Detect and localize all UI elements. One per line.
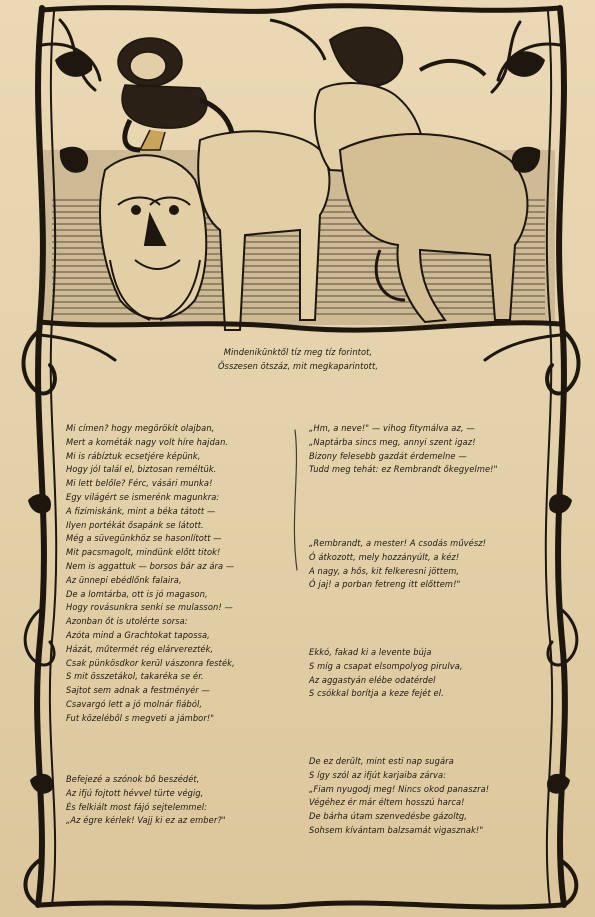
- caption-line: Mindenikünktől tíz meg tíz forintot,: [223, 347, 373, 358]
- verse-line: Ó jaj! a porban fetreng itt előttem!": [309, 579, 461, 591]
- frame-bottom-border: [40, 903, 562, 907]
- frame-top-border: [42, 6, 560, 92]
- verse-line: Tudd meg tehát: ez Rembrandt őkegyelme!": [309, 464, 498, 476]
- verse-line: Az ünnepi ebédlőnk falaira,: [66, 574, 182, 586]
- verse-line: S így szól az ifjút karjaiba zárva:: [309, 769, 447, 781]
- verse-line: Hogy rovásunkra senki se mulasson! —: [66, 602, 233, 614]
- verse-line: „Fiam nyugodj meg! Nincs okod panaszra!: [309, 783, 490, 795]
- caption-line: Összesen ötszáz, mit megkaparintott,: [217, 360, 379, 372]
- verse-line: Hogy jól talál el, biztosan reméltük.: [66, 464, 217, 476]
- verse-line: Sohsem kívántam balzsamát vigasznak!": [309, 824, 484, 836]
- frame-left-border: [24, 8, 57, 905]
- verse-line: S míg a csapat elsompolyog pirulva,: [309, 660, 463, 672]
- verse-line: „Naptárba sincs meg, annyi szent igaz!: [309, 436, 476, 448]
- verse-line: „Az égre kérlek! Vajj ki ez az ember?": [66, 815, 226, 827]
- verse-line: „Hm, a neve!" — vihog fitymálva az, —: [309, 423, 475, 434]
- verse-line: Az aggastyán elébe odatérdel: [309, 674, 436, 686]
- frame-right-border: [546, 8, 579, 905]
- right-column-stanza-2: [309, 537, 486, 592]
- verse-line: Még a süvegünkhöz se hasonlított —: [66, 533, 222, 545]
- verse-line: Csavargó lett a jó molnár fiából,: [66, 698, 203, 710]
- verse-line: Mi címen? hogy megörökít olajban,: [66, 423, 215, 434]
- verse-line: De a lomtárba, ott is jó magason,: [66, 588, 208, 600]
- verse-line: Befejezé a szónok bő beszédét,: [66, 774, 200, 785]
- verse-line: Ó átkozott, mely hozzányúlt, a kéz!: [309, 551, 460, 563]
- left-column-stanza-2: [66, 773, 226, 828]
- right-column-stanza-4: [309, 755, 489, 838]
- verse-line: Sajtot sem adnak a festményér —: [66, 685, 210, 697]
- verse-line: Fut közeléből s megveti a jámbor!": [66, 712, 215, 724]
- verse-line: „Rembrandt, a mester! A csodás művész!: [309, 538, 487, 549]
- verse-line: Végéhez ér már éltem hosszú harca!: [309, 797, 465, 809]
- verse-line: Azonban őt is utolérte sorsa:: [66, 616, 188, 628]
- illustration-caption: [168, 346, 428, 374]
- verse-line: De bárha útam szenvedésbe gázoltg,: [309, 811, 468, 823]
- verse-line: Az ifjú fojtott hévvel türte végig,: [66, 787, 204, 799]
- verse-line: És felkiált most fájó sejtelemmel:: [66, 801, 208, 813]
- verse-line: A fizimiskánk, mint a béka tátott —: [66, 505, 216, 517]
- verse-line: S csókkal borítja a keze fejét el.: [309, 688, 444, 700]
- column-divider: [294, 430, 297, 570]
- verse-line: Azóta mind a Grachtokat tapossa,: [66, 629, 210, 641]
- verse-line: Bizony felesebb gazdát érdemelne —: [309, 450, 467, 462]
- verse-line: Mi is rábíztuk ecsetjére képünk,: [66, 450, 201, 462]
- left-column-stanza-1: [66, 422, 235, 726]
- verse-line: Csak pünkösdkor kerül vászonra festék,: [66, 657, 235, 669]
- verse-line: Mert a kométák nagy volt híre hajdan.: [66, 436, 229, 448]
- verse-line: Ilyen portékát ősapánk se látott.: [66, 519, 204, 531]
- verse-line: A nagy, a hős, kit felkeresni jöttem,: [309, 565, 460, 577]
- verse-line: Házát, műtermét rég elárverezték,: [66, 643, 214, 655]
- right-column-stanza-3: [309, 646, 463, 701]
- verse-line: Egy világért se ismerénk magunkra:: [66, 491, 220, 503]
- verse-line: Mi lett belőle? Férc, vásári munka!: [66, 478, 213, 490]
- verse-line: De ez derült, mint esti nap sugára: [309, 756, 454, 767]
- verse-line: Mit pacsmagolt, mindünk előtt titok!: [66, 547, 221, 559]
- verse-line: Nem is aggattuk — borsos bár az ára —: [66, 560, 235, 572]
- right-column-stanza-1: [309, 422, 497, 477]
- verse-line: Ekkó, fakad ki a levente búja: [309, 647, 432, 658]
- verse-line: S mit összetákol, takaréka se ér.: [66, 671, 204, 683]
